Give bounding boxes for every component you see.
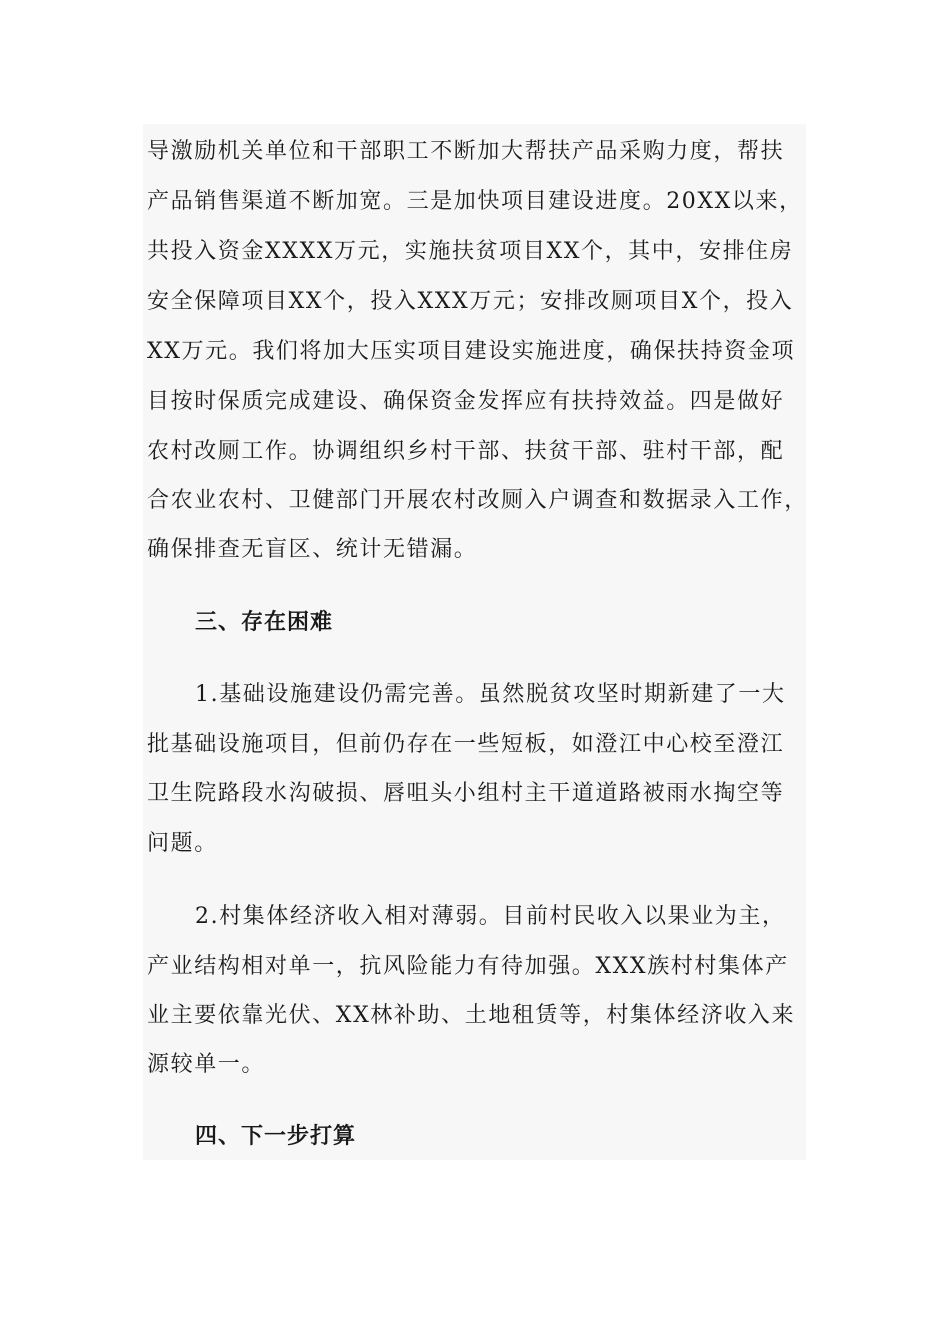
paragraph-line: 安全保障项目XX个，投入XXX万元；安排改厕项目X个，投入 [147, 289, 794, 314]
paragraph-line: XX万元。我们将加大压实项目建设实施进度，确保扶持资金项 [147, 339, 796, 364]
paragraph-line: 导激励机关单位和干部职工不断加大帮扶产品采购力度，帮扶 [147, 139, 785, 164]
paragraph-line: 确保排查无盲区、统计无错漏。 [147, 537, 478, 562]
section-heading-next-steps: 四、下一步打算 [195, 1124, 357, 1149]
difficulty-line: 源较单一。 [147, 1052, 266, 1077]
difficulty-line: 卫生院路段水沟破损、唇咀头小组村主干道道路被雨水掏空等 [147, 781, 785, 806]
paragraph-line: 产品销售渠道不断加宽。三是加快项目建设进度。20XX以来， [147, 189, 803, 214]
difficulty-line: 1.基础设施建设仍需完善。虽然脱贫攻坚时期新建了一大 [195, 682, 786, 707]
section-heading-difficulties: 三、存在困难 [195, 610, 334, 635]
paragraph-line: 目按时保质完成建设、确保资金发挥应有扶持效益。四是做好 [147, 389, 785, 414]
difficulty-line: 2.村集体经济收入相对薄弱。目前村民收入以果业为主， [195, 904, 786, 929]
difficulty-line: 批基础设施项目，但前仍存在一些短板，如澄江中心校至澄江 [147, 732, 785, 757]
difficulty-line: 问题。 [147, 831, 218, 856]
difficulty-line: 产业结构相对单一，抗风险能力有待加强。XXX族村村集体产 [147, 954, 789, 979]
difficulty-line: 业主要依靠光伏、XX林补助、土地租赁等，村集体经济收入来 [147, 1003, 796, 1028]
document-text-block [143, 124, 806, 1160]
paragraph-line: 农村改厕工作。协调组织乡村干部、扶贫干部、驻村干部，配 [147, 439, 785, 464]
paragraph-line: 共投入资金XXXX万元，实施扶贫项目XX个，其中，安排住房 [147, 239, 794, 264]
paragraph-line: 合农业农村、卫健部门开展农村改厕入户调查和数据录入工作， [147, 488, 808, 513]
